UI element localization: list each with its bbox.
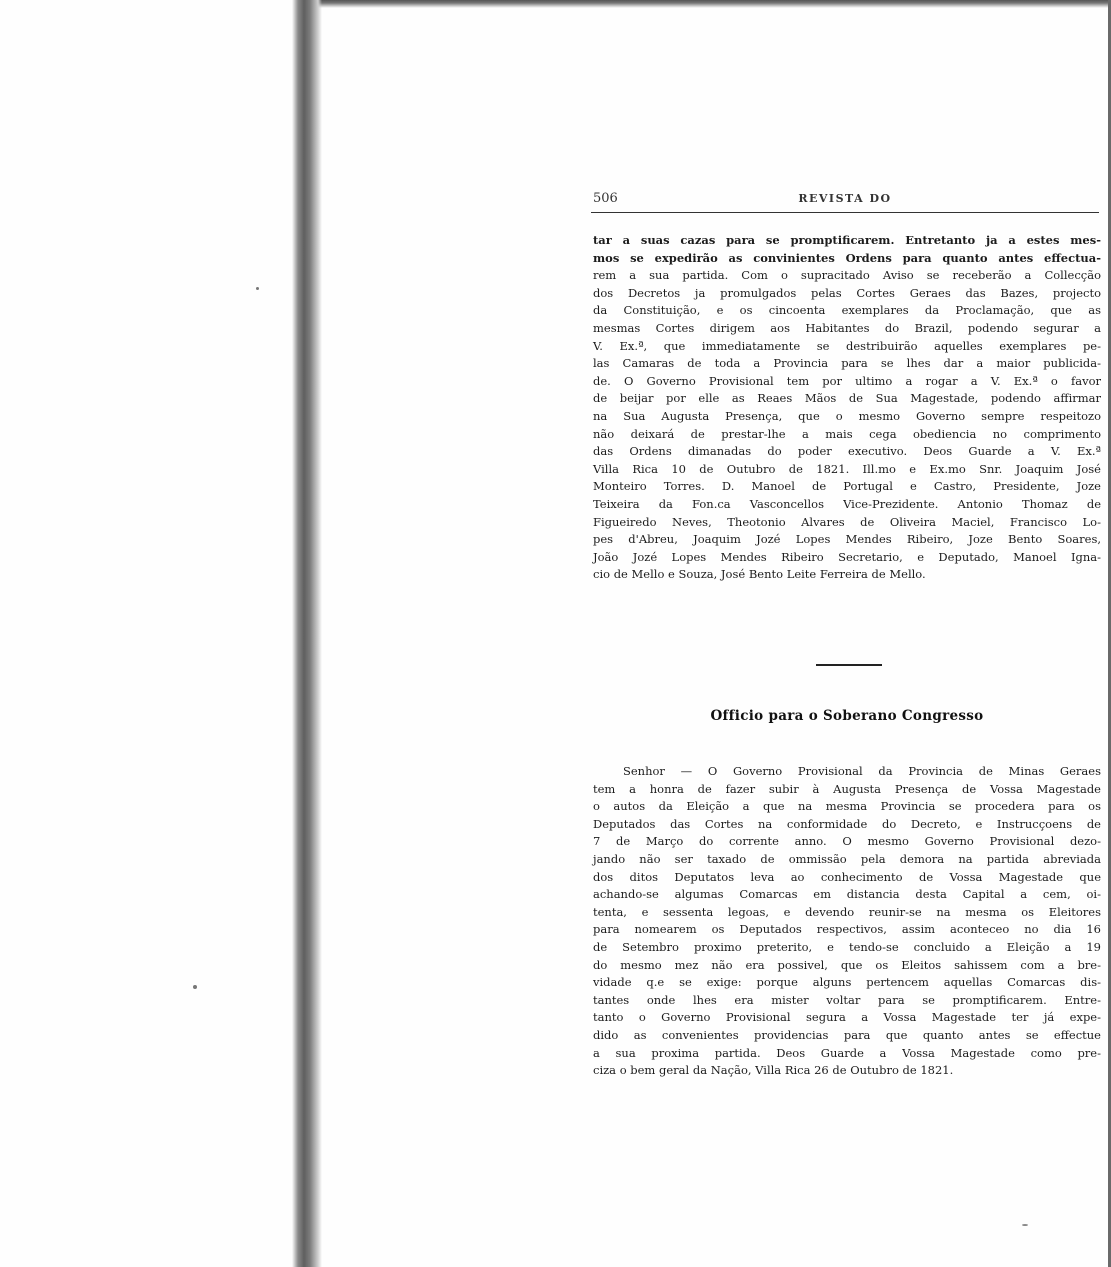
text-line: do mesmo mez não era possivel, que os Eleitos sahissem com a bre- <box>593 957 1101 972</box>
text-line: dos Decretos ja promulgados pelas Cortes Geraes das Bazes, projecto <box>593 285 1101 300</box>
text-line: de Setembro proximo preterito, e tendo-se concluido a Eleição a 19 <box>593 939 1101 954</box>
text-line: V. Ex.ª, que immediatamente se destribuirão aquelles exemplares pe- <box>593 338 1101 353</box>
text-line: de beijar por elle as Reaes Mãos de Sua Magestade, podendo affirmar <box>593 391 1101 406</box>
text-line: ciza o bem geral da Nação, Villa Rica 26 de Outubro de 1821. <box>593 1063 954 1078</box>
text-line: tanto o Governo Provisional segura a Vossa Magestade ter já expe- <box>593 1010 1101 1025</box>
text-line: não deixará de prestar-lhe a mais cega obediencia no comprimento <box>593 426 1101 441</box>
text-line: tar a suas cazas para se promptificarem. Entretanto ja a estes mes- <box>593 233 1101 247</box>
text-line: das Ordens dimanadas do poder executivo. Deos Guarde a V. Ex.ª <box>593 444 1101 459</box>
text-line: tantes onde lhes era mister voltar para se promptificarem. Entre- <box>593 992 1101 1007</box>
scan-top-edge <box>300 0 1111 8</box>
text-line: Figueiredo Neves, Theotonio Alvares de Oliveira Maciel, Francisco Lo- <box>593 514 1101 529</box>
text-line: rem a sua partida. Com o supracitado Aviso se receberão a Collecção <box>593 268 1101 283</box>
text-line: Monteiro Torres. D. Manoel de Portugal e Castro, Presidente, Joze <box>593 479 1101 494</box>
book-spine-shadow <box>292 0 322 1267</box>
text-line: mos se expedirão as convinientes Ordens para quanto antes effectua- <box>593 250 1101 265</box>
text-line: Senhor — O Governo Provisional da Provincia de Minas Geraes <box>623 764 1101 778</box>
text-line: na Sua Augusta Presença, que o mesmo Governo sempre respeitozo <box>593 408 1101 423</box>
text-line: dido as convenientes providencias para que quanto antes se effectue <box>593 1027 1101 1042</box>
text-line: João Jozé Lopes Mendes Ribeiro Secretario, e Deputado, Manoel Igna- <box>593 549 1101 564</box>
text-line: mesmas Cortes dirigem aos Habitantes do Brazil, podendo segurar a <box>593 320 1101 335</box>
text-line: Villa Rica 10 de Outubro de 1821. Ill.mo e Ex.mo Snr. Joaquim José <box>593 461 1101 476</box>
page-number: 506 <box>593 191 618 206</box>
paragraph-letter-continuation <box>593 232 1101 584</box>
paragraph-officio <box>593 763 1101 1080</box>
text-line: las Camaras de toda a Provincia para se lhes dar a maior publicida- <box>593 356 1101 371</box>
section-title: Officio para o Soberano Congresso <box>710 708 984 724</box>
text-line: dos ditos Deputatos leva ao conhecimento de Vossa Magestade que <box>593 869 1101 884</box>
text-line: de. O Governo Provisional tem por ultimo a rogar a V. Ex.ª o favor <box>593 373 1101 388</box>
text-line: cio de Mello e Souza, José Bento Leite Ferreira de Mello. <box>593 567 926 582</box>
text-line: o autos da Eleição a que na mesma Provincia se procedera para os <box>593 799 1101 814</box>
text-line: tem a honra de fazer subir à Augusta Presença de Vossa Magestade <box>593 781 1101 796</box>
text-line: Teixeira da Fon.ca Vasconcellos Vice-Prezidente. Antonio Thomaz de <box>593 496 1101 511</box>
running-header <box>593 191 1097 209</box>
text-line: 7 de Março do corrente anno. O mesmo Governo Provisional dezo- <box>593 834 1101 849</box>
text-line: pes d'Abreu, Joaquim Jozé Lopes Mendes Ribeiro, Joze Bento Soares, <box>593 532 1101 547</box>
text-line: tenta, e sessenta legoas, e devendo reunir-se na mesma os Eleitores <box>593 904 1101 919</box>
dust-speck <box>193 985 197 989</box>
text-line: jando não ser taxado de ommissão pela demora na partida abreviada <box>593 851 1101 866</box>
section-divider <box>816 664 882 666</box>
header-rule <box>591 212 1099 213</box>
text-line: Deputados das Cortes na conformidade do Decreto, e Instrucçoens de <box>593 816 1101 831</box>
header-title: REVISTA DO <box>798 192 892 205</box>
text-line: da Constituição, e os cincoenta exemplares da Proclamação, que as <box>593 303 1101 318</box>
dust-speck <box>1022 1224 1028 1226</box>
text-line: achando-se algumas Comarcas em distancia desta Capital a cem, oi- <box>593 887 1101 902</box>
text-line: para nomearem os Deputados respectivos, assim aconteceo no dia 16 <box>593 922 1101 937</box>
text-line: a sua proxima partida. Deos Guarde a Vossa Magestade como pre- <box>593 1045 1101 1060</box>
text-line: vidade q.e se exige: porque alguns pertencem aquellas Comarcas dis- <box>593 975 1101 990</box>
dust-speck <box>256 287 259 290</box>
